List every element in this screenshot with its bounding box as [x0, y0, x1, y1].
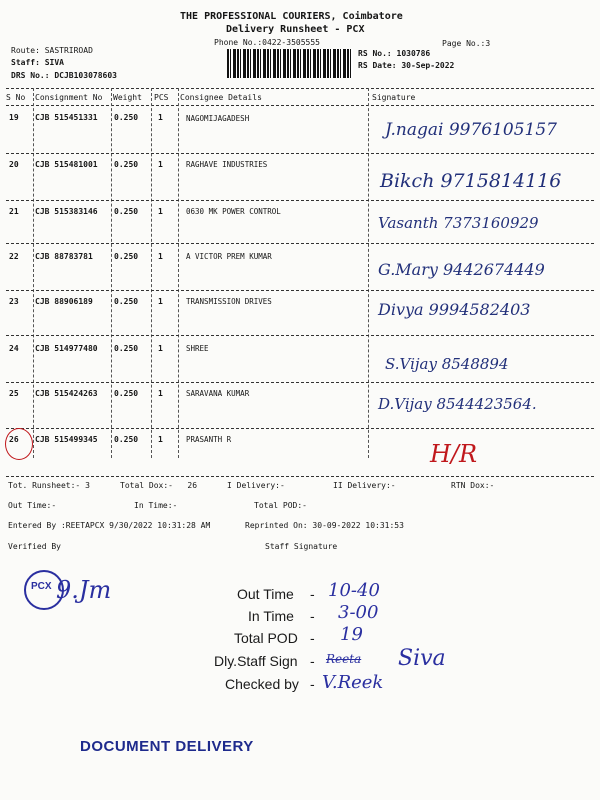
row-sno: 21 — [9, 207, 19, 216]
row-rule — [6, 428, 594, 429]
row-signature: G.Mary 9442674449 — [378, 260, 545, 279]
summary-label: In Time — [248, 608, 294, 624]
row-rule — [6, 243, 594, 244]
row-pcs: 1 — [158, 160, 163, 169]
row-rule — [6, 335, 594, 336]
column-divider — [151, 88, 152, 458]
summary-dash: - — [310, 676, 315, 692]
company-name: THE PROFESSIONAL COURIERS, Coimbatore — [180, 11, 403, 22]
page-number: Page No.:3 — [442, 39, 491, 48]
row-signature: S.Vijay 8548894 — [385, 355, 509, 373]
in-time-value: 3-00 — [338, 602, 379, 623]
entered-by: Entered By :REETAPCX 9/30/2022 10:31:28 AM — [8, 521, 211, 530]
row-consignee: 0630 MK POWER CONTROL — [186, 207, 281, 216]
row-weight: 0.250 — [114, 207, 139, 216]
row-weight: 0.250 — [114, 113, 139, 122]
row-consignee: SHREE — [186, 344, 209, 353]
out-time-value: 10-40 — [328, 580, 380, 601]
summary-label: Out Time — [237, 586, 294, 602]
column-divider — [368, 88, 369, 458]
row-pcs: 1 — [158, 207, 163, 216]
row-consignee: PRASANTH R — [186, 435, 232, 444]
row-consignment: CJB 515424263 — [35, 389, 98, 398]
sheet-title: Delivery Runsheet - PCX — [226, 24, 365, 35]
col-pcs: PCS — [154, 93, 169, 102]
header-bottom-rule — [6, 105, 594, 106]
reprinted-on: Reprinted On: 30-09-2022 10:31:53 — [245, 521, 404, 530]
verified-by: Verified By — [8, 542, 61, 551]
row-consignment: CJB 515383146 — [35, 207, 98, 216]
total-dox: Total Dox:- 26 — [120, 481, 198, 490]
rs-date: RS Date: 30-Sep-2022 — [358, 61, 455, 70]
row-sno: 26 — [9, 435, 19, 444]
barcode-graphic — [227, 49, 353, 78]
document-delivery-stamp: DOCUMENT DELIVERY — [80, 738, 254, 755]
row-rule — [6, 200, 594, 201]
summary-dash: - — [310, 608, 315, 624]
checked-by-value: V.Reek — [322, 672, 384, 693]
column-divider — [33, 88, 34, 458]
row-sno: 23 — [9, 297, 19, 306]
table-top-rule — [6, 88, 594, 89]
total-pod-label: Total POD:- — [254, 501, 307, 510]
table-bottom-rule — [6, 476, 594, 477]
col-weight: Weight — [113, 93, 142, 102]
circle-mark — [5, 428, 33, 460]
rtn-dox: RTN Dox:- — [451, 481, 495, 490]
ii-delivery: II Delivery:- — [333, 481, 396, 490]
row-signature: H/R — [430, 440, 478, 468]
row-consignee: SARAVANA KUMAR — [186, 389, 250, 398]
col-sno: S No — [6, 93, 26, 102]
column-divider — [178, 88, 179, 458]
row-sno: 20 — [9, 160, 19, 169]
row-sno: 22 — [9, 252, 19, 261]
row-weight: 0.250 — [114, 252, 139, 261]
in-time-label: In Time:- — [134, 501, 178, 510]
row-pcs: 1 — [158, 297, 163, 306]
row-consignment: CJB 515481001 — [35, 160, 98, 169]
staff-signature: Staff Signature — [265, 542, 338, 551]
summary-dash: - — [310, 653, 315, 669]
row-signature: Divya 9994582403 — [378, 300, 531, 319]
summary-label: Checked by — [225, 676, 299, 692]
row-consignment: CJB 88906189 — [35, 297, 93, 306]
phone-number: Phone No.:0422-3505555 — [214, 38, 320, 47]
row-consignee: RAGHAVE INDUSTRIES — [186, 160, 268, 169]
col-consignee: Consignee Details — [180, 93, 262, 102]
row-pcs: 1 — [158, 344, 163, 353]
row-signature: Bikch 9715814116 — [380, 170, 562, 192]
i-delivery: I Delivery:- — [227, 481, 285, 490]
row-signature: Vasanth 7373160929 — [378, 214, 539, 232]
rs-number: RS No.: 1030786 — [358, 49, 431, 58]
row-weight: 0.250 — [114, 389, 139, 398]
row-pcs: 1 — [158, 435, 163, 444]
summary-dash: - — [310, 630, 315, 646]
row-signature: D.Vijay 8544423564. — [378, 395, 537, 413]
row-sno: 25 — [9, 389, 19, 398]
total-pod-value: 19 — [340, 624, 363, 645]
row-sno: 24 — [9, 344, 19, 353]
summary-dash: - — [310, 586, 315, 602]
column-divider — [111, 88, 112, 458]
route-label: Route: SASTRIROAD — [11, 46, 93, 55]
row-weight: 0.250 — [114, 160, 139, 169]
row-consignee: NAGOMIJAGADESH — [186, 114, 250, 123]
row-rule — [6, 382, 594, 383]
row-weight: 0.250 — [114, 344, 139, 353]
row-weight: 0.250 — [114, 435, 139, 444]
staff-label: Staff: SIVA — [11, 58, 64, 67]
row-rule — [6, 153, 594, 154]
pcx-stamp-mark: PCX — [31, 581, 52, 592]
out-time-label: Out Time:- — [8, 501, 57, 510]
row-pcs: 1 — [158, 252, 163, 261]
col-consignment: Consignment No — [35, 93, 103, 102]
drs-number: DRS No.: DCJB103078603 — [11, 71, 117, 80]
row-consignee: A VICTOR PREM KUMAR — [186, 252, 272, 261]
row-consignment: CJB 514977480 — [35, 344, 98, 353]
struck-signature: Reeta — [326, 652, 362, 666]
row-pcs: 1 — [158, 113, 163, 122]
col-signature: Signature — [372, 93, 416, 102]
row-signature: J.nagai 9976105157 — [385, 120, 558, 140]
row-consignment: CJB 515499345 — [35, 435, 98, 444]
summary-label: Total POD — [234, 630, 298, 646]
pcx-initials: 9.Jm — [56, 576, 112, 604]
summary-label: Dly.Staff Sign — [214, 653, 298, 669]
row-consignee: TRANSMISSION DRIVES — [186, 297, 272, 306]
row-consignment: CJB 515451331 — [35, 113, 98, 122]
row-pcs: 1 — [158, 389, 163, 398]
row-rule — [6, 290, 594, 291]
dly-staff-sign-value: Siva — [398, 646, 446, 671]
row-sno: 19 — [9, 113, 19, 122]
row-consignment: CJB 88783781 — [35, 252, 93, 261]
total-runsheet: Tot. Runsheet:- 3 — [8, 481, 90, 490]
row-weight: 0.250 — [114, 297, 139, 306]
